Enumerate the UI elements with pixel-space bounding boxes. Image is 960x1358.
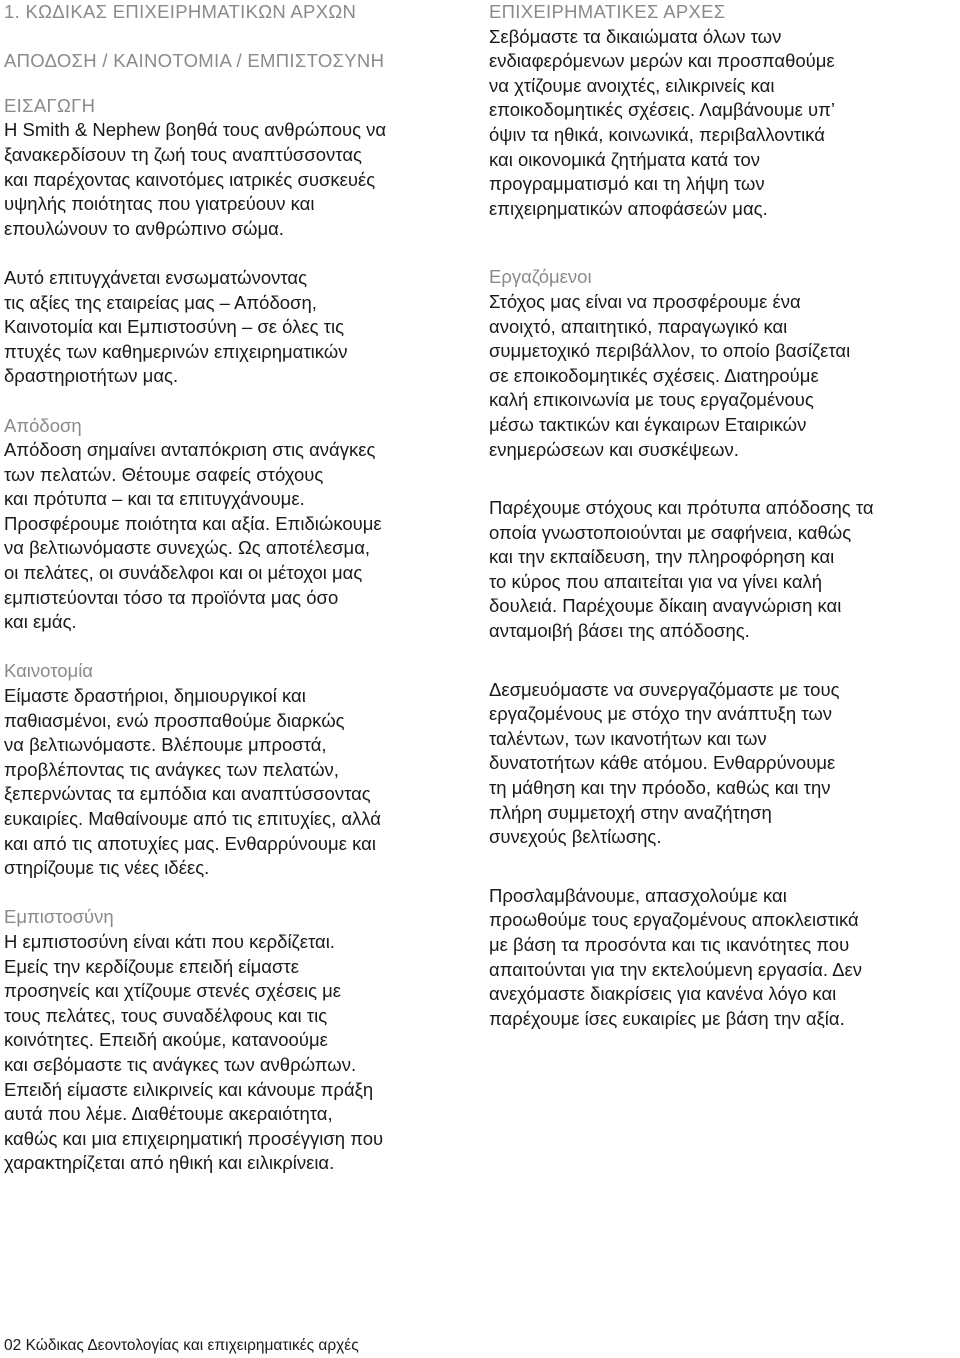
text-line: σε εποικοδομητικές σχέσεις. Διατηρούμε: [489, 364, 819, 386]
text-line: απαιτούνται για την εκτελούμενη εργασία. Δεν: [489, 958, 862, 980]
text-line: Παρέχουμε στόχους και πρότυπα απόδοσης τα: [489, 497, 874, 519]
text-line: το κύρος που απαιτείται για να γίνει καλή: [489, 570, 823, 592]
text-line: ενδιαφερόμενων μερών και προσπαθούμε: [489, 50, 835, 72]
text-line: τις αξίες της εταιρείας μας – Απόδοση,: [4, 291, 317, 313]
text-line: προσηνείς και χτίζουμε στενές σχέσεις με: [4, 980, 342, 1002]
performance-paragraph: [4, 438, 474, 635]
performance-heading: Απόδοση: [4, 414, 82, 436]
employees-paragraph: [489, 290, 951, 462]
text-line: καλή επικοινωνία με τους εργαζομένους: [489, 389, 814, 411]
text-line: να χτίζουμε ανοιχτές, ειλικρινείς και: [489, 74, 775, 96]
text-line: εμπιστεύονται τόσο τα προϊόντα μας όσο: [4, 586, 339, 608]
text-line: και την εκπαίδευση, την πληροφόρηση και: [489, 546, 835, 568]
text-line: Στόχος μας είναι να προσφέρουμε ένα: [489, 290, 801, 312]
intro-paragraph: [4, 118, 474, 241]
text-line: και από τις αποτυχίες μας. Ενθαρρύνουμε και: [4, 832, 376, 854]
text-line: Δεσμευόμαστε να συνεργαζόμαστε με τους: [489, 678, 840, 700]
text-line: με βάση τα προσόντα και τις ικανότητες που: [489, 934, 850, 955]
text-line: Εμείς την κερδίζουμε επειδή είμαστε: [4, 955, 299, 977]
intro-paragraph-2: [4, 266, 474, 389]
text-line: υψηλής ποιότητας που γιατρεύουν και: [4, 193, 315, 215]
text-line: Σεβόμαστε τα δικαιώματα όλων των: [489, 25, 782, 47]
text-line: προβλέποντας τις ανάγκες των πελατών,: [4, 758, 339, 780]
text-line: οι πελάτες, οι συνάδελφοι και οι μέτοχοι μας: [4, 562, 363, 584]
text-line: να βελτιωνόμαστε συνεχώς. Ως αποτέλεσμα,: [4, 537, 371, 559]
text-line: δουλειά. Παρέχουμε δίκαιη αναγνώριση και: [489, 595, 842, 617]
text-line: ευκαιρίες. Μαθαίνουμε από τις επιτυχίες, αλλά: [4, 808, 381, 829]
text-line: στηρίζουμε τις νέες ιδέες.: [4, 857, 210, 879]
text-line: πλήρη συμμετοχή στην αναζήτηση: [489, 801, 772, 823]
text-line: Επειδή είμαστε ειλικρινείς και κάνουμε πράξη: [4, 1078, 374, 1100]
text-line: Απόδοση σημαίνει ανταπόκριση στις ανάγκες: [4, 439, 376, 461]
text-line: κοινότητες. Επειδή ακούμε, κατανοούμε: [4, 1029, 328, 1051]
text-line: δυνατοτήτων κάθε ατόμου. Ενθαρρύνουμε: [489, 752, 836, 774]
text-line: ενημερώσεων και συσκέψεων.: [489, 438, 739, 460]
text-line: συνεχούς βελτίωσης.: [489, 826, 662, 848]
employees-paragraph-3: [489, 678, 951, 850]
intro-heading: ΕΙΣΑΓΩΓΗ: [4, 94, 96, 116]
text-line: εργαζομένους με στόχο την ανάπτυξη των: [489, 703, 833, 725]
text-line: των πελατών. Θέτουμε σαφείς στόχους: [4, 463, 324, 485]
text-line: ταλέντων, των ικανοτήτων και των: [489, 727, 767, 749]
principles-heading: ΕΠΙΧΕΙΡΗΜΑΤΙΚΕΣ ΑΡΧΕΣ: [489, 1, 726, 22]
text-line: παθιασμένοι, ενώ προσπαθούμε διαρκώς: [4, 709, 345, 731]
text-line: ξανακερδίσουν τη ζωή τους αναπτύσσοντας: [4, 143, 362, 165]
left-column: [4, 0, 474, 1176]
text-line: αυτά που λέμε. Διαθέτουμε ακεραιότητα,: [4, 1103, 333, 1125]
text-line: Η εμπιστοσύνη είναι κάτι που κερδίζεται.: [4, 930, 335, 952]
text-line: Αυτό επιτυγχάνεται ενσωματώνοντας: [4, 266, 308, 288]
text-line: συμμετοχικό περιβάλλον, το οποίο βασίζεται: [489, 340, 851, 362]
innovation-heading: Καινοτομία: [4, 660, 93, 682]
employees-paragraph-4: [489, 884, 951, 1032]
principles-paragraph: [489, 25, 951, 222]
text-line: και παρέχοντας καινοτόμες ιατρικές συσκευές: [4, 168, 376, 190]
text-line: προωθούμε τους εργαζομένους αποκλειστικά: [489, 909, 859, 931]
text-line: πτυχές των καθημερινών επιχειρηματικών: [4, 340, 348, 362]
text-line: Η Smith & Nephew βοηθά τους ανθρώπους να: [4, 119, 387, 141]
section-title: 1. ΚΩΔΙΚΑΣ ΕΠΙΧΕΙΡΗΜΑΤΙΚΩΝ ΑΡΧΩΝ: [4, 1, 357, 22]
text-line: να βελτιωνόμαστε. Βλέπουμε μπροστά,: [4, 734, 327, 756]
innovation-paragraph: [4, 684, 474, 881]
employees-paragraph-2: [489, 496, 951, 644]
text-line: καθώς και μια επιχειρηματική προσέγγιση που: [4, 1127, 384, 1149]
text-line: και οικονομικά ζητήματα κατά τον: [489, 148, 760, 170]
text-line: δραστηριοτήτων μας.: [4, 365, 179, 387]
text-line: επιχειρηματικών αποφάσεών μας.: [489, 197, 768, 219]
footer-label: Κώδικας Δεοντολογίας και επιχειρηματικές αρχές: [25, 1337, 359, 1354]
employees-heading: Εργαζόμενοι: [489, 266, 592, 288]
text-line: Καινοτομία και Εμπιστοσύνη – σε όλες τις: [4, 316, 345, 338]
text-line: Είμαστε δραστήριοι, δημιουργικοί και: [4, 685, 306, 707]
text-line: και εμάς.: [4, 611, 77, 633]
text-line: οποία γνωστοποιούνται με σαφήνεια, καθώς: [489, 521, 852, 543]
values-title: ΑΠΟΔΟΣΗ / ΚΑΙΝΟΤΟΜΙΑ / ΕΜΠΙΣΤΟΣΥΝΗ: [4, 50, 385, 72]
text-line: προγραμματισμό και τη λήψη των: [489, 173, 765, 195]
text-line: ανταμοιβή βάσει της απόδοσης.: [489, 620, 750, 642]
text-line: ξεπερνώντας τα εμπόδια και αναπτύσσοντας: [4, 783, 371, 805]
text-line: και πρότυπα – και τα επιτυγχάνουμε.: [4, 488, 305, 510]
right-column: [489, 0, 951, 1031]
text-line: εποικοδομητικές σχέσεις. Λαμβάνουμε υπ’: [489, 99, 836, 121]
text-line: επουλώνουν το ανθρώπινο σώμα.: [4, 217, 284, 239]
trust-heading: Εμπιστοσύνη: [4, 906, 114, 928]
text-line: μέσω τακτικών και έγκαιρων Εταιρικών: [489, 413, 807, 435]
page-number: 02: [4, 1337, 22, 1354]
text-line: όψιν τα ηθικά, κοινωνικά, περιβαλλοντικά: [489, 123, 825, 145]
text-line: ανοιχτό, απαιτητικό, παραγωγικό και: [489, 315, 788, 337]
text-line: τους πελάτες, τους συναδέλφους και τις: [4, 1004, 328, 1026]
text-line: και σεβόμαστε τις ανάγκες των ανθρώπων.: [4, 1053, 357, 1075]
text-line: Προσλαμβάνουμε, απασχολούμε και: [489, 884, 787, 906]
text-line: χαρακτηρίζεται από ηθική και ειλικρίνεια.: [4, 1152, 335, 1174]
text-line: Προσφέρουμε ποιότητα και αξία. Επιδιώκουμε: [4, 512, 382, 534]
trust-paragraph: [4, 930, 474, 1176]
page-footer: [4, 1336, 359, 1356]
text-line: παρέχουμε ίσες ευκαιρίες με βάση την αξία.: [489, 1007, 845, 1029]
text-line: τη μάθηση και την πρόοδο, καθώς και την: [489, 777, 831, 799]
text-line: ανεχόμαστε διακρίσεις για κανένα λόγο και: [489, 983, 837, 1005]
